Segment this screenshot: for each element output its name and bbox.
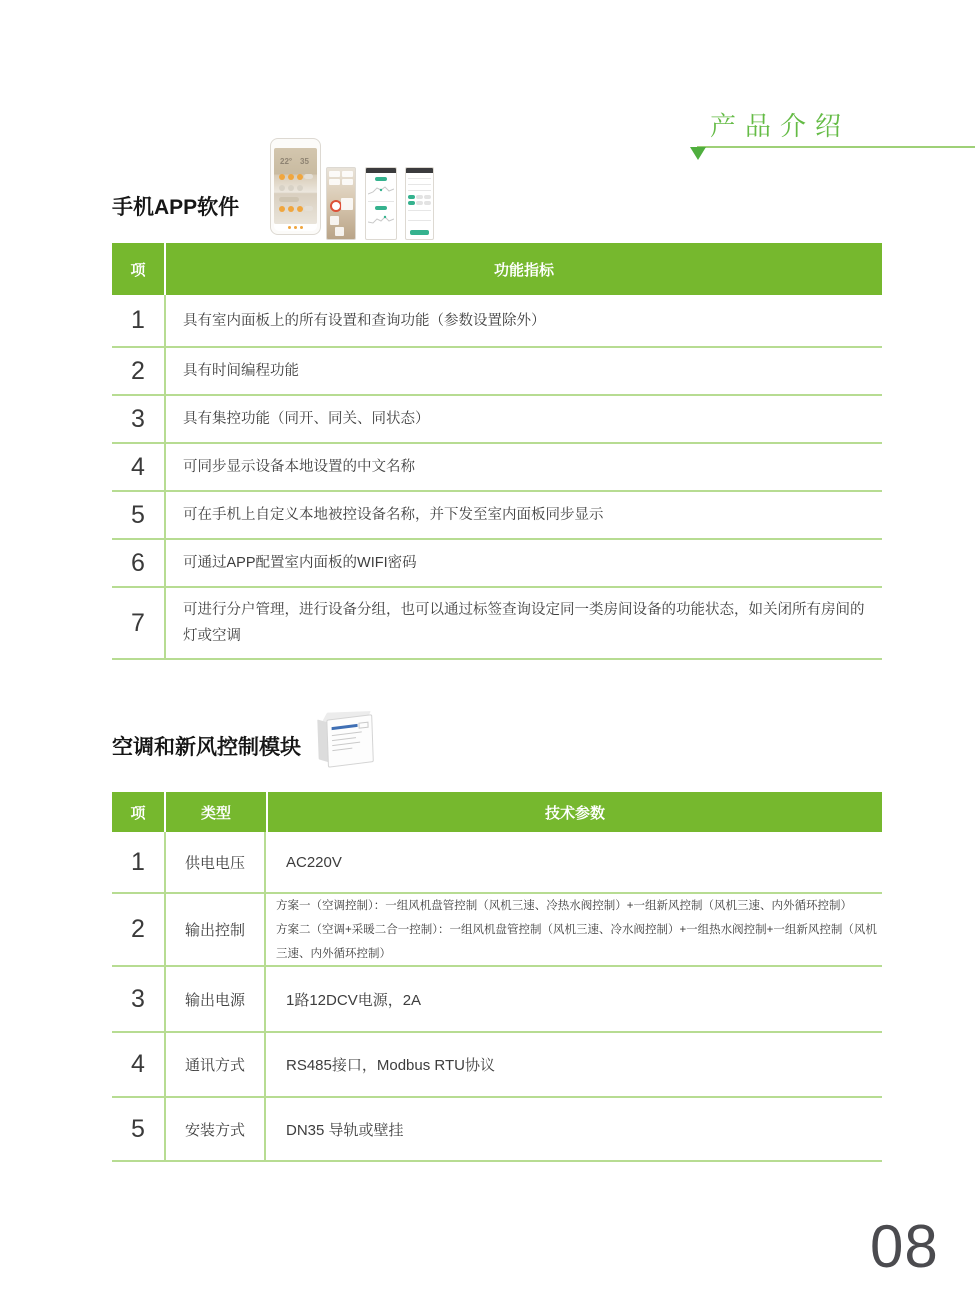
features-table-header [112, 243, 882, 295]
row-type: 输出电源 [164, 967, 264, 1031]
section2-title: 空调和新风控制模块 [112, 736, 301, 759]
header-cell-params: 技术参数 [268, 792, 882, 832]
table-row [112, 444, 882, 492]
row-type: 供电电压 [164, 832, 264, 892]
table-row [112, 894, 882, 967]
phone-screen [274, 148, 317, 224]
line-chart-icon [368, 183, 394, 197]
control-module-image [315, 709, 379, 769]
module-brand-stripe [332, 724, 358, 730]
row-param: AC220V [286, 853, 342, 871]
specs-table [112, 792, 882, 1162]
table-row [112, 1033, 882, 1098]
row-number: 7 [131, 608, 145, 637]
phone-mockup-room [326, 167, 356, 240]
phone-mockup-settings [405, 167, 434, 240]
row-number: 1 [131, 847, 145, 876]
header-triangle-icon [690, 147, 706, 160]
row-text: 具有室内面板上的所有设置和查询功能（参数设置除外） [164, 295, 882, 346]
row-type: 输出控制 [164, 894, 264, 965]
table-row [112, 540, 882, 588]
table-row [112, 832, 882, 894]
row-text: 可通过APP配置室内面板的WIFI密码 [164, 540, 882, 586]
row-text: 可在手机上自定义本地被控设备名称，并下发至室内面板同步显示 [164, 492, 882, 538]
line-chart-icon [368, 212, 394, 226]
row-number: 2 [131, 915, 145, 943]
table-row [112, 1098, 882, 1162]
row-text: 具有时间编程功能 [164, 348, 882, 394]
humidity-value: 35 [300, 157, 309, 166]
row-number: 3 [131, 984, 145, 1013]
phone-home-bar [274, 224, 317, 231]
table-row [112, 588, 882, 660]
header-cell-type: 类型 [166, 792, 266, 832]
row-number: 4 [131, 452, 145, 481]
section1-title: 手机APP软件 [112, 196, 240, 219]
page-header-title: 产品介绍 [710, 111, 851, 141]
row-param: 1路12DCV电源，2A [286, 991, 422, 1009]
row-text: 可进行分户管理，进行设备分组，也可以通过标签查询设定同一类房间设备的功能状态，如关闭所有房间的灯或空调 [164, 588, 882, 658]
device-buttons-row [279, 174, 303, 180]
table-row [112, 295, 882, 348]
row-number: 3 [131, 404, 145, 433]
row-param: 方案二（空调+采暖二合一控制）：一组风机盘管控制（风机三速、冷水阀控制）+一组热水阀控制+一组新风控制（风机三速、内外循环控制） [276, 923, 877, 960]
confirm-button-icon [410, 230, 429, 235]
row-number: 2 [131, 356, 145, 385]
row-param: DN35 导轨或壁挂 [286, 1121, 404, 1139]
page-number: 08 [870, 1213, 939, 1280]
table-row [112, 396, 882, 444]
row-number: 4 [131, 1050, 145, 1078]
device-buttons-row [279, 185, 303, 191]
row-text: 可同步显示设备本地设置的中文名称 [164, 444, 882, 490]
table-row [112, 967, 882, 1033]
row-number: 1 [131, 306, 145, 334]
row-param: 方案一（空调控制）：一组风机盘管控制（风机三速、冷热水阀控制）+一组新风控制（风机三速、内外循环控制） [276, 899, 852, 912]
temp-value: 22° [280, 157, 293, 166]
specs-table-header [112, 792, 882, 832]
header-rule [697, 146, 975, 148]
row-param: RS485接口，Modbus RTU协议 [286, 1057, 495, 1074]
table-row [112, 348, 882, 396]
row-number: 6 [131, 548, 145, 577]
phone-mockup-home [270, 138, 321, 235]
header-cell-function: 功能指标 [166, 243, 882, 295]
row-type: 安装方式 [164, 1098, 264, 1160]
row-number: 5 [131, 1114, 145, 1143]
row-number: 5 [131, 500, 145, 529]
header-cell-item: 项 [112, 243, 164, 295]
row-type: 通讯方式 [164, 1033, 264, 1096]
row-text: 具有集控功能（同开、同关、同状态） [164, 396, 882, 442]
phone-mockup-charts [365, 167, 397, 240]
header-cell-item: 项 [112, 792, 164, 832]
device-buttons-row [279, 206, 303, 212]
features-table [112, 243, 882, 660]
table-row [112, 492, 882, 540]
